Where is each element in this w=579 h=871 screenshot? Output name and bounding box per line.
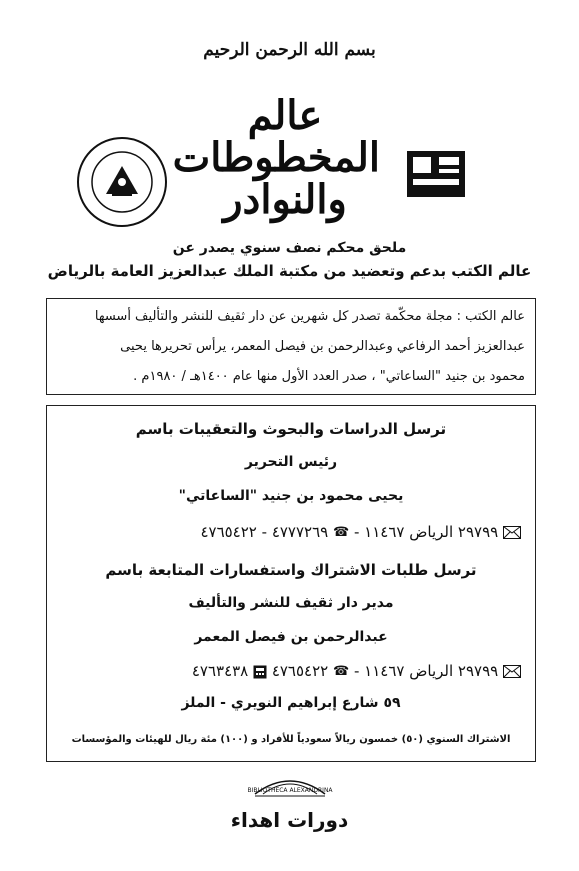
editor-address-line: ٢٩٧٩٩ الرياض ١١٤٦٧ - ☎ ٤٧٧٧٢٦٩ - ٤٧٦٥٤٢٢ [61, 523, 521, 541]
about-line-1: عالم الكتب : مجلة محكّمة تصدر كل شهرين عن دار ثقيف للنشر والتأليف أسسها [94, 309, 525, 324]
subtitle-supplement: ملحق محكم نصف سنوي يصدر عن [172, 240, 407, 256]
director-pobox: ٢٩٧٩٩ [457, 662, 499, 680]
gift-label: دورات اهداء [230, 808, 349, 832]
director-name: عبدالرحمن بن فيصل المعمر [194, 629, 388, 645]
subscriptions-heading: ترسل طلبات الاشتراك واستفسارات المتابعة باسم [105, 561, 477, 579]
director-title: مدير دار ثقيف للنشر والتأليف [188, 595, 394, 611]
about-line-3: محمود بن جنيد "الساعاتي" ، صدر العدد الأول منها عام ١٤٠٠هـ / ١٩٨٠م . [133, 369, 525, 384]
journal-title [172, 92, 380, 225]
title-line-1: عالم [247, 92, 323, 139]
editor-title: رئيس التحرير [244, 454, 338, 470]
phone-icon: ☎ [333, 664, 350, 679]
editor-pobox: ٢٩٧٩٩ [457, 523, 499, 541]
subtitle-publisher: عالم الكتب بدعم وتعضيد من مكتبة الملك عبدالعزيز العامة بالرياض [47, 262, 532, 280]
mailbox-icon [503, 665, 521, 678]
editor-name: يحيى محمود بن جنيد "الساعاتي" [178, 488, 404, 504]
editor-city-zip: الرياض ١١٤٦٧ [364, 523, 454, 541]
editor-phones: ٤٧٧٧٢٦٩ - ٤٧٦٥٤٢٢ [200, 523, 329, 541]
library-stamp-text: BIBLIOTHECA ALEXANDRINA [247, 787, 333, 794]
director-address-line: ٢٩٧٩٩ الرياض ١١٤٦٧ - ☎ ٤٧٦٥٤٢٢ ٤٧٦٣٤٣٨ [61, 662, 521, 680]
director-fax: ٤٧٦٣٤٣٨ [191, 662, 249, 680]
basmala: بسم الله الرحمن الرحيم [203, 40, 376, 60]
title-line-3: والنوادر [223, 176, 347, 223]
director-city-zip: الرياض ١١٤٦٧ [364, 662, 454, 680]
mailbox-icon [503, 526, 521, 539]
fax-icon [253, 665, 267, 679]
library-seal-logo [72, 132, 172, 232]
research-heading: ترسل الدراسات والبحوث والتعقيبات باسم [135, 420, 447, 438]
correspondence-box [46, 405, 536, 762]
about-box [46, 298, 536, 395]
phone-icon: ☎ [333, 525, 350, 540]
alam-alkutub-logo [405, 143, 467, 205]
library-stamp [235, 770, 345, 802]
subscription-rates: الاشتراك السنوي (٥٠) خمسون ريالاً سعودياً للأفراد و (١٠٠) مئة ريال للهيئات والمؤسسات [71, 734, 511, 745]
title-line-2: المخطوطات [172, 134, 380, 181]
about-line-2: عبدالعزيز أحمد الرفاعي وعبدالرحمن بن فيصل المعمر، يرأس تحريرها يحيى [120, 339, 525, 354]
street-address: ٥٩ شارع إبراهيم النويري - الملز [181, 695, 401, 711]
director-phone: ٤٧٦٥٤٢٢ [271, 662, 329, 680]
